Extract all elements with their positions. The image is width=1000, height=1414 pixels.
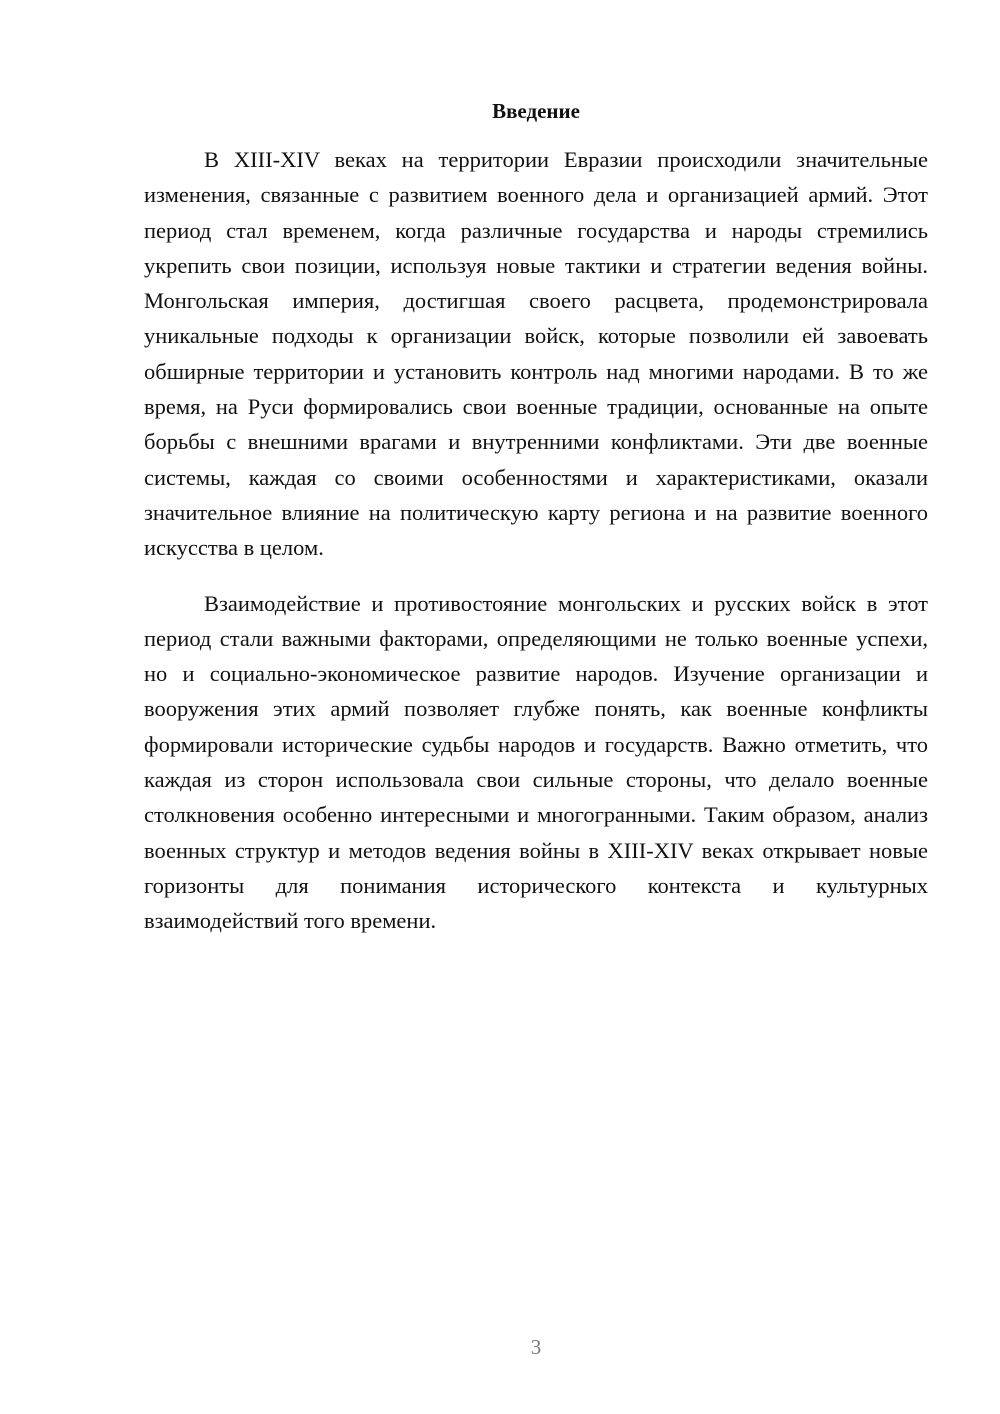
document-body [144, 142, 928, 939]
paragraph-2: Взаимодействие и противостояние монгольских и русских войск в этот период стали важными факторами, определяющими не только военные успехи, но и социально-экономическое развитие народов. Изучение организации и вооружения этих армий позволяет глубже понять, как военные конфликты формировали исторические судьбы народов и государств. Важно отметить, что каждая из сторон использовала свои сильные стороны, что делало военные столкновения особенно интересными и многогранными. Таким образом, анализ военных структур и методов ведения войны в XIII-XIV веках открывает новые горизонты для понимания исторического контекста и культурных взаимодействий того времени. [144, 590, 928, 934]
page-title: Введение [492, 99, 580, 123]
page-number: 3 [530, 1335, 542, 1359]
paragraph-1: В XIII-XIV веках на территории Евразии происходили значительные изменения, связанные с развитием военного дела и организацией армий. Этот период стал временем, когда различные государства и народы стремились укрепить свои позиции, используя новые тактики и стратегии ведения войны. Монгольская империя, достигшая своего расцвета, продемонстрировала уникальные подходы к организации войск, которые позволили ей завоевать обширные территории и установить контроль над многими народами. В то же время, на Руси формировались свои военные традиции, основанные на опыте борьбы с внешними врагами и внутренними конфликтами. Эти две военные системы, каждая со своими особенностями и характеристиками, оказали значительное влияние на политическую карту региона и на развитие военного искусства в целом. [144, 147, 928, 561]
